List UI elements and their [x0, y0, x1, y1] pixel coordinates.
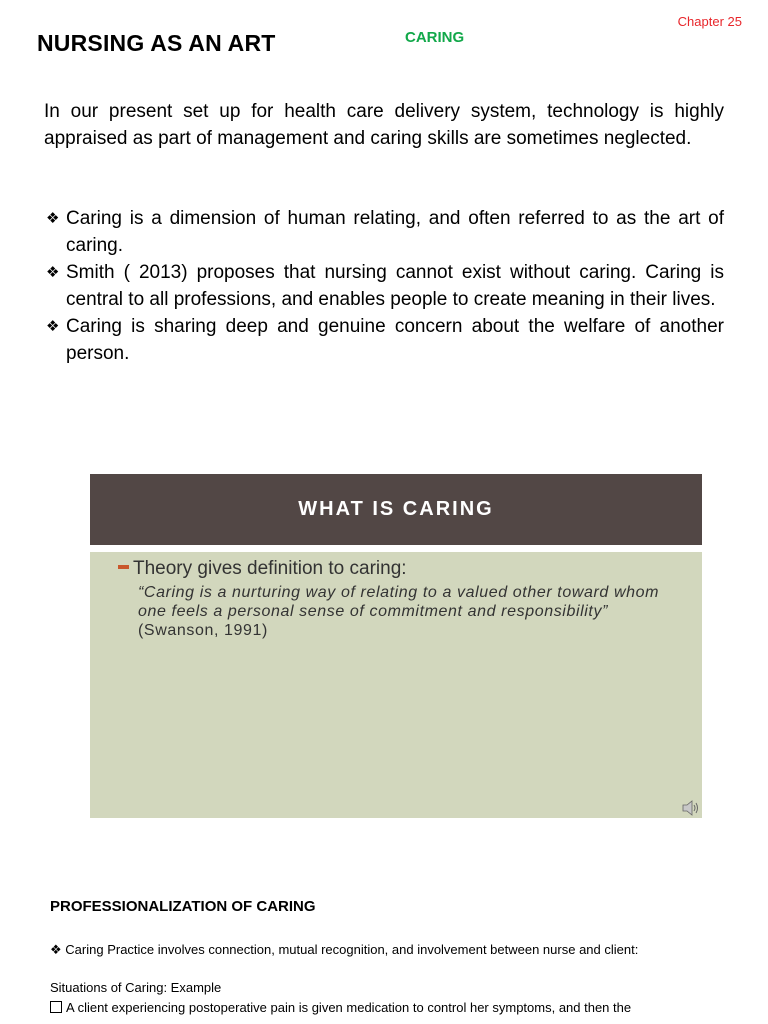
- list-item: [44, 259, 724, 313]
- bullet-text: Smith ( 2013) proposes that nursing cannot exist without caring. Caring is central to all professions, and enables people to create meaning in their lives.: [66, 262, 724, 310]
- bullet-list: [44, 205, 724, 367]
- slide-point-text: Theory gives definition to caring:: [133, 558, 407, 579]
- page-title: NURSING AS AN ART: [37, 30, 276, 56]
- list-item: [44, 205, 724, 259]
- embedded-slide: [90, 474, 702, 818]
- chapter-label: Chapter 25: [677, 14, 742, 29]
- slide-body: [90, 552, 702, 818]
- dash-bullet-icon: [118, 565, 129, 569]
- diamond-bullet-icon: ❖: [46, 264, 60, 281]
- quote-text: “Caring is a nurturing way of relating to a valued other toward whom one feels a personal sense of commitment and responsibility”: [138, 584, 660, 620]
- intro-paragraph: In our present set up for health care delivery system, technology is highly appraised as part of management and caring skills are sometimes neglected.: [44, 101, 724, 149]
- diamond-bullet-icon: ❖: [50, 942, 62, 957]
- diamond-bullet-icon: ❖: [46, 318, 60, 335]
- slide-title: WHAT IS CARING: [298, 498, 494, 520]
- slide-quote: [138, 583, 686, 640]
- bullet-text: Caring is sharing deep and genuine concern about the welfare of another person.: [66, 316, 724, 364]
- diamond-bullet-icon: ❖: [46, 210, 60, 227]
- checkbox-bullet-icon: [50, 1001, 62, 1013]
- bullet-text: Caring is a dimension of human relating, and often referred to as the art of caring.: [66, 208, 724, 256]
- practice-text: Caring Practice involves connection, mutual recognition, and involvement between nurse and client:: [65, 942, 639, 957]
- slide-point: [118, 558, 407, 580]
- speaker-icon[interactable]: [682, 800, 700, 816]
- quote-citation: (Swanson, 1991): [138, 622, 268, 639]
- example-item: [50, 998, 726, 1017]
- example-text: A client experiencing postoperative pain is given medication to control her symptoms, and then the: [66, 1000, 632, 1015]
- situations-label: Situations of Caring: Example: [50, 980, 222, 995]
- section-subtitle: CARING: [405, 29, 465, 46]
- practice-item: [50, 942, 730, 958]
- section-heading: PROFESSIONALIZATION OF CARING: [50, 898, 316, 915]
- slide-header: [90, 474, 702, 545]
- list-item: [44, 313, 724, 367]
